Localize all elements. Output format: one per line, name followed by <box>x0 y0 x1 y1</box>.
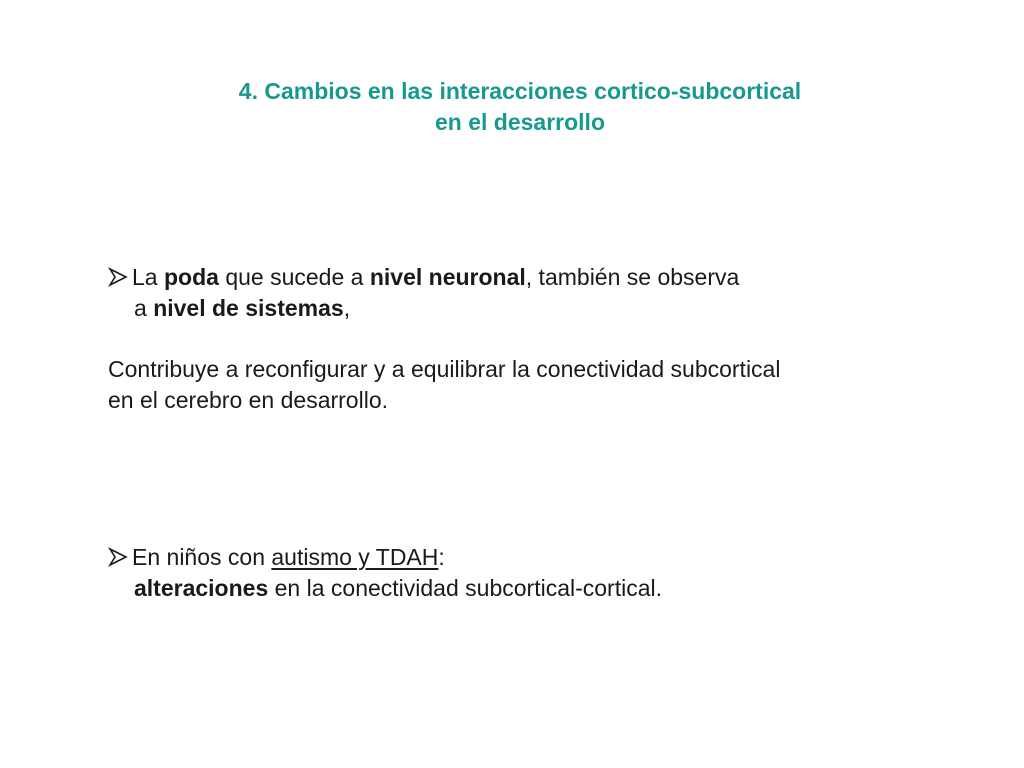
term-alteraciones: alteraciones <box>134 575 269 601</box>
bullet-poda-line-2: a nivel de sistemas, <box>134 295 351 321</box>
slide-title <box>120 76 920 138</box>
term-autismo-tdah: autismo y TDAH <box>271 544 439 570</box>
bullet-autismo-line-1: En niños con autismo y TDAH: <box>108 542 928 573</box>
arrowhead-bullet-icon <box>108 267 128 287</box>
arrowhead-bullet-icon <box>108 547 128 567</box>
term-poda: poda <box>163 264 219 290</box>
paragraph-contribuye <box>108 354 928 416</box>
bullet-poda <box>108 262 928 324</box>
paragraph-line-2: en el cerebro en desarrollo. <box>108 387 388 413</box>
bullet-autismo <box>108 542 928 604</box>
term-nivel-de-sistemas: nivel de sistemas <box>153 295 344 321</box>
bullet-poda-line-1: La poda que sucede a nivel neuronal, también se observa <box>108 262 928 293</box>
bullet-autismo-line-2: alteraciones en la conectividad subcortical-cortical. <box>134 575 662 601</box>
paragraph-line-1: Contribuye a reconfigurar y a equilibrar la conectividad subcortical <box>108 356 781 382</box>
title-line-1: 4. Cambios en las interacciones cortico-subcortical <box>238 78 802 104</box>
title-line-2: en el desarrollo <box>434 109 605 135</box>
term-nivel-neuronal: nivel neuronal <box>369 264 526 290</box>
